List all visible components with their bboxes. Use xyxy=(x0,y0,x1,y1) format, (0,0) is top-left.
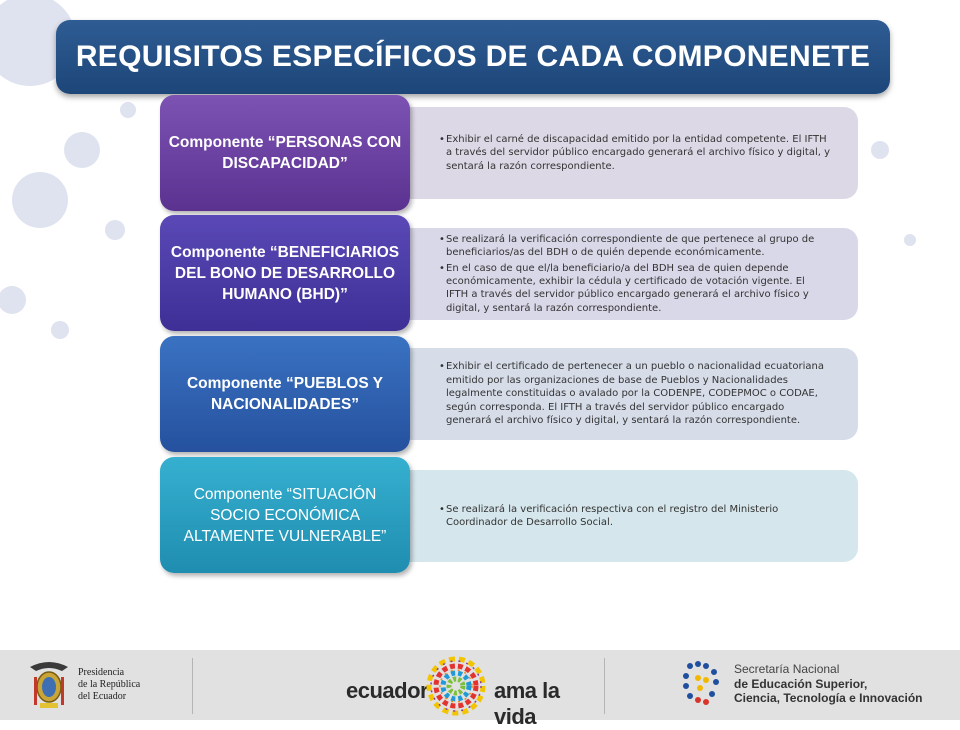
component-description xyxy=(380,470,858,562)
presidencia-logo xyxy=(26,654,176,716)
senescyt-emblem-icon xyxy=(680,658,726,708)
footer-divider xyxy=(192,658,193,714)
component-box xyxy=(160,215,410,331)
description-bullet: • Se realizará la verificación correspondiente de que pertenece al grupo de beneficiarios/as del BDH o de quién depende económicamente. xyxy=(442,233,830,260)
ama-la-vida-word: ama la vida xyxy=(494,678,560,729)
description-bullet: • Exhibir el certificado de pertenecer a un pueblo o nacionalidad ecuatoriana emitido por las organizaciones de base de Pueblos y Nacionalidades legalmente constituidas o avalado por la CODENPE, CODEPMOC o CODAE, según corresponda. El IFTH a través del servidor público encargado generará el archivo físico y digital, y sentará la razón correspondiente. xyxy=(442,360,830,427)
component-label: Componente “PERSONAS CON DISCAPACIDAD” xyxy=(168,134,402,172)
footer xyxy=(0,650,960,729)
page-title: REQUISITOS ESPECÍFICOS DE CADA COMPONENETE xyxy=(75,40,871,73)
component-description xyxy=(380,228,858,320)
colorful-sun-icon xyxy=(420,654,492,718)
senescyt-text: Secretaría Nacional de Educación Superior, Ciencia, Tecnología e Innovación xyxy=(734,662,923,705)
component-label: Componente “BENEFICIARIOS DEL BONO DE DESARROLLO HUMANO (BHD)” xyxy=(170,243,400,303)
title-banner xyxy=(56,20,890,94)
component-label: Componente “PUEBLOS Y NACIONALIDADES” xyxy=(186,375,384,413)
component-box xyxy=(160,95,410,211)
presidencia-text: Presidencia de la República del Ecuador xyxy=(78,667,141,702)
component-box xyxy=(160,457,410,573)
description-bullet: • Se realizará la verificación respectiva con el registro del Ministerio Coordinador de Desarrollo Social. xyxy=(442,503,830,530)
footer-divider xyxy=(604,658,605,714)
component-box xyxy=(160,336,410,452)
component-label: Componente “SITUACIÓN SOCIO ECONÓMICA ALTAMENTE VULNERABLE” xyxy=(183,485,387,545)
coat-of-arms-icon xyxy=(26,657,72,713)
ecuador-ama-la-vida-logo xyxy=(346,654,606,729)
senescyt-logo xyxy=(680,656,950,716)
component-description xyxy=(380,348,858,440)
component-description xyxy=(380,107,858,199)
ecuador-word: ecuador xyxy=(346,678,429,703)
description-bullet: • En el caso de que el/la beneficiario/a del BDH sea de quien depende económicamente, exhibir la cédula y certificado de votación vigente. El IFTH a través del servidor público encargado generará el archivo físico y digital, y sentará la razón correspondiente. xyxy=(442,262,830,316)
description-bullet: • Exhibir el carné de discapacidad emitido por la entidad competente. El IFTH a través del servidor público encargado generará el archivo físico y digital, y sentará la razón correspondiente. xyxy=(442,133,830,173)
